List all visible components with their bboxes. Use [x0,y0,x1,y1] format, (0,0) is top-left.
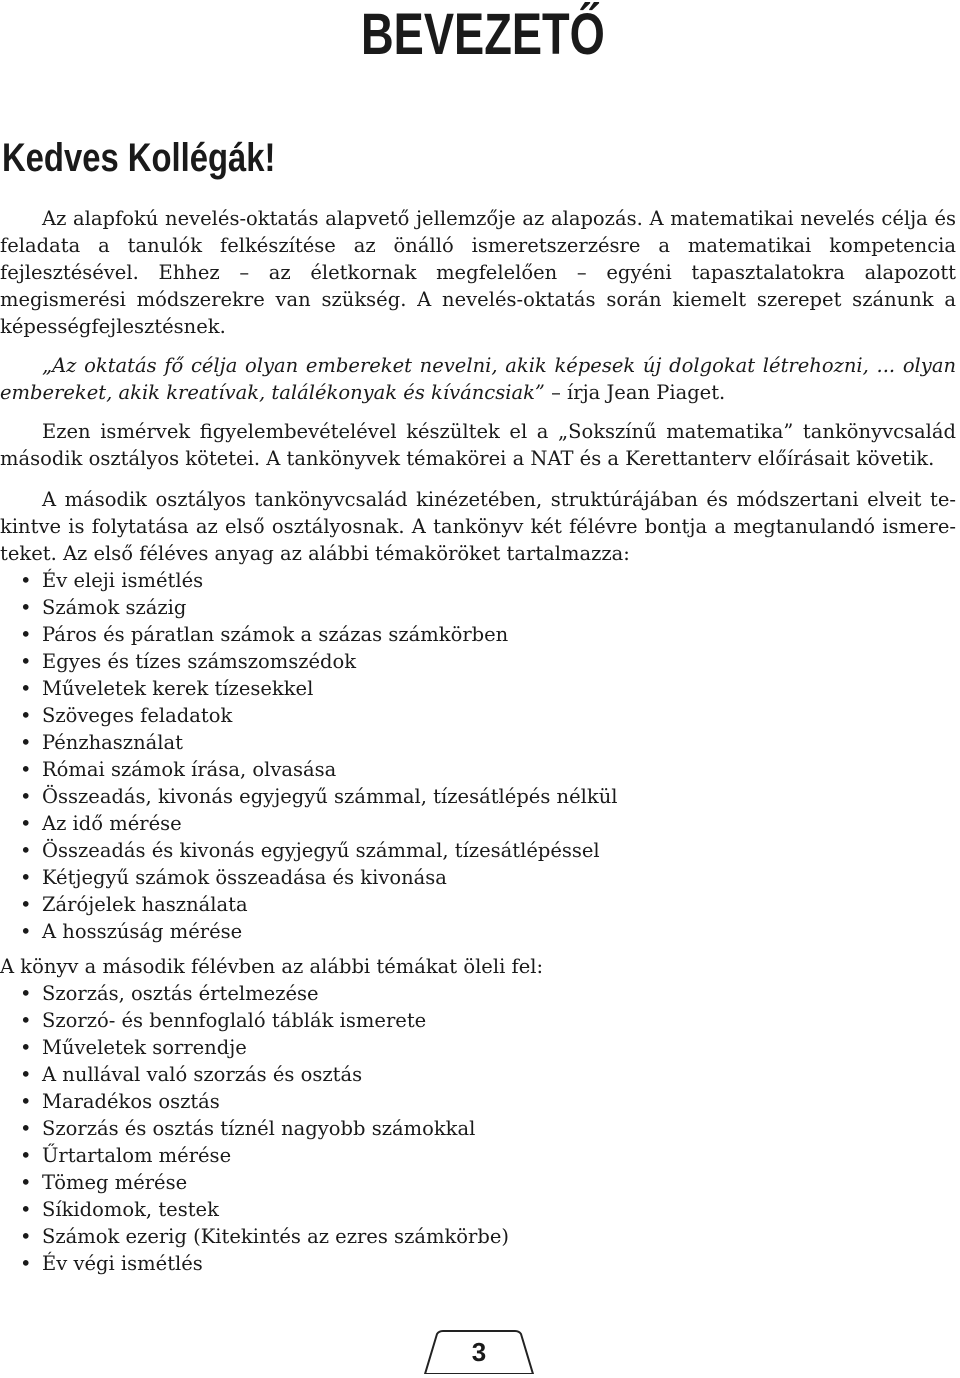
list-item: • Műveletek kerek tízesekkel [0,675,956,702]
page-number: 3 [471,1337,487,1367]
list-item: • Szorzás és osztás tíznél nagyobb számokkal [0,1115,956,1142]
list-item: • Római számok írása, olvasása [0,756,956,783]
list-item: • Összeadás, kivonás egyjegyű számmal, tízesátlépés nélkül [0,783,956,810]
page-number-tab [423,1330,535,1374]
list-item: • Űrtartalom mérése [0,1142,956,1169]
quote-paragraph [0,352,956,406]
list-item: • Zárójelek használata [0,891,956,918]
intro-paragraph: Az alapfokú nevelés-oktatás alapvető jellemzője az alapozás. A matematikai nevelés célja és feladata a tanulók felkészítése az önálló ismeretszerzésre a matematikai kompetencia fejlesztésével. Ehhez – az életkornak megfelelően – egyéni tapasztalatokra alapozott megismerési módszerekre van szükség. A nevelés-oktatás során kiemelt szerepet szánunk a képességfejlesztésnek. [0,207,956,338]
list-item: • Szorzó- és bennfoglaló táblák ismerete [0,1007,956,1034]
list-item: • Műveletek sorrendje [0,1034,956,1061]
list-item: • Maradékos osztás [0,1088,956,1115]
list-item: • Páros és páratlan számok a százas számkörben [0,621,956,648]
second-semester-intro: A könyv a második félévben az alábbi témákat öleli fel: [0,955,544,978]
list-item: • Síkidomok, testek [0,1196,956,1223]
list-item: • Az idő mérése [0,810,956,837]
list-item: • Szöveges feladatok [0,702,956,729]
list-item: • Pénzhasználat [0,729,956,756]
list-item: • Számok ezerig (Kitekintés az ezres számkörbe) [0,1223,956,1250]
list-item: • Számok százig [0,594,956,621]
list-item: • Összeadás és kivonás egyjegyű számmal, tízesátlépéssel [0,837,956,864]
textbook-series-paragraph: Ezen ismérvek figyelembevételével készültek el a „Sokszínű matematika” tankönyvcsalád második osztályos kötetei. A tankönyvek témakörei a NAT és a Kerettanterv előírásait követik. [0,420,956,470]
list-item: • Szorzás, osztás értelmezése [0,980,956,1007]
main-content [0,205,956,1277]
page-title: BEVEZETŐ [361,2,605,67]
list-item: • Tömeg mérése [0,1169,956,1196]
structure-paragraph: A második osztályos tankönyvcsalád kinézetében, struktúrájában és módszertani elveit tekintve is folytatása az első osztályosnak. A tankönyv két félévre bontja a megtanulandó ismereteket. Az első féléves anyag az alábbi témaköröket tartalmazza: [0,488,956,565]
piaget-quote: „Az oktatás fő célja olyan embereket nevelni, akik képesek új dolgokat létrehozni, ... olyan embereket, akik kreatívak, találékonyak és kíváncsiak” [0,354,956,404]
quote-attribution: – írja Jean Piaget. [544,381,726,404]
list-item: • Kétjegyű számok összeadása és kivonása [0,864,956,891]
greeting-heading: Kedves Kollégák! [2,136,276,180]
list-item: • Egyes és tízes számszomszédok [0,648,956,675]
list-item: • Év eleji ismétlés [0,567,956,594]
list-item: • Év végi ismétlés [0,1250,956,1277]
list-item: • A nullával való szorzás és osztás [0,1061,956,1088]
list-item: • A hosszúság mérése [0,918,956,945]
second-semester-topic-list [0,980,956,1277]
first-semester-topic-list [0,567,956,945]
